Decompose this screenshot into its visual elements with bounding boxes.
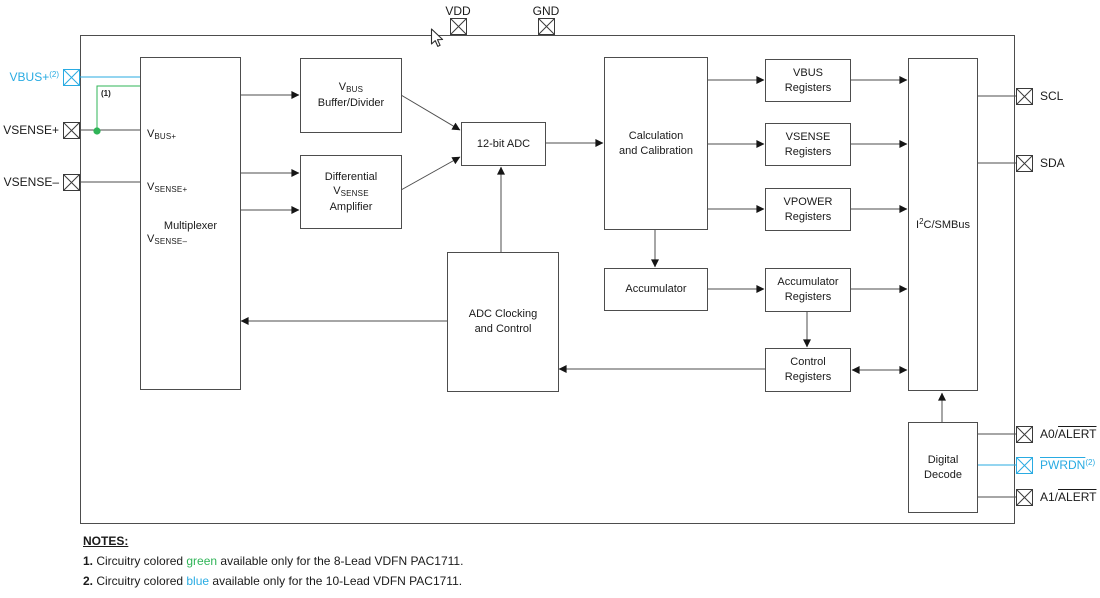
vbus-registers-line1: VBUS bbox=[793, 66, 823, 79]
a0-alert-pin-label: A0/ALERT bbox=[1040, 427, 1097, 441]
vsense-minus-pin-icon bbox=[63, 174, 80, 191]
wire-vbus-buffer-to-adc bbox=[401, 95, 460, 130]
gnd-pin-label: GND bbox=[532, 4, 560, 18]
note-1: 1. Circuitry colored green available only for the 8-Lead VDFN PAC1711. bbox=[83, 554, 464, 568]
block-i2c-smbus bbox=[908, 58, 978, 391]
pwrdn-pin-icon bbox=[1016, 457, 1033, 474]
vpower-registers-line1: VPOWER bbox=[783, 195, 833, 208]
vbus-buffer-line2: Buffer/Divider bbox=[317, 97, 385, 110]
block-12bit-adc bbox=[461, 122, 546, 166]
vbus-plus-pin-icon bbox=[63, 69, 80, 86]
adc-clocking-line1: ADC Clocking bbox=[468, 308, 538, 321]
multiplexer-label: Multiplexer bbox=[163, 220, 218, 232]
calculation-line2: and Calibration bbox=[619, 144, 693, 157]
block-adc-clocking-control bbox=[447, 252, 559, 392]
vbus-plus-pin-label: VBUS+$^{(2)}$ bbox=[9, 70, 59, 84]
control-registers-line1: Control bbox=[790, 356, 826, 369]
sda-pin-label: SDA bbox=[1040, 156, 1065, 170]
block-vpower-registers bbox=[765, 188, 851, 231]
adc-label: 12-bit ADC bbox=[476, 137, 531, 150]
gnd-pin-icon bbox=[538, 18, 555, 35]
block-accumulator bbox=[604, 268, 708, 311]
block-control-registers bbox=[765, 348, 851, 392]
vsense-plus-pin-icon bbox=[63, 122, 80, 139]
digital-decode-line2: Decode bbox=[924, 468, 962, 481]
vsense-minus-pin-label: VSENSE– bbox=[3, 175, 59, 189]
diffamp-line2: $V_{SENSE}$ bbox=[333, 185, 369, 199]
vbus-registers-line2: Registers bbox=[784, 81, 832, 94]
a1-alert-pin-icon bbox=[1016, 489, 1033, 506]
i2c-smbus-label: $I^2C$/SMBus bbox=[916, 216, 970, 231]
scl-pin-label: SCL bbox=[1040, 89, 1064, 103]
block-vsense-registers bbox=[765, 123, 851, 166]
block-vbus-registers bbox=[765, 59, 851, 102]
a0-alert-pin-icon bbox=[1016, 426, 1033, 443]
a1-alert-pin-label: A1/ALERT bbox=[1040, 490, 1097, 504]
note-2: 2. Circuitry colored blue available only for the 10-Lead VDFN PAC1711. bbox=[83, 574, 463, 588]
block-differential-vsense-amplifier bbox=[300, 155, 402, 229]
accumulator-label: Accumulator bbox=[625, 283, 687, 296]
mux-input-vsense-minus: $V_{SENSE-}$ bbox=[147, 233, 188, 246]
calculation-line1: Calculation bbox=[628, 129, 684, 142]
scl-pin-icon bbox=[1016, 88, 1033, 105]
wire-diffamp-to-adc bbox=[401, 157, 460, 190]
block-multiplexer bbox=[140, 57, 241, 390]
wire-note1-ref: (1) bbox=[101, 89, 111, 98]
vdd-pin-label: VDD bbox=[445, 4, 471, 18]
vbus-buffer-line1: $V_{BUS}$ bbox=[338, 81, 364, 95]
vsense-registers-line1: VSENSE bbox=[785, 130, 831, 143]
block-vbus-buffer-divider bbox=[300, 58, 402, 133]
sda-pin-icon bbox=[1016, 155, 1033, 172]
block-accumulator-registers bbox=[765, 268, 851, 312]
pwrdn-pin-label: PWRDN$^{(2)}$ bbox=[1040, 458, 1096, 472]
mux-input-vbus: $V_{BUS+}$ bbox=[147, 128, 177, 141]
vdd-pin-icon bbox=[450, 18, 467, 35]
adc-clocking-line2: and Control bbox=[474, 323, 532, 335]
accum-registers-line1: Accumulator bbox=[777, 276, 839, 289]
mouse-cursor-icon bbox=[430, 28, 445, 49]
block-digital-decode bbox=[908, 422, 978, 513]
mux-input-vsense-plus: $V_{SENSE+}$ bbox=[147, 181, 188, 194]
notes-heading: NOTES: bbox=[83, 534, 129, 548]
control-registers-line2: Registers bbox=[784, 371, 832, 383]
digital-decode-line1: Digital bbox=[927, 453, 959, 466]
diffamp-line1: Differential bbox=[324, 170, 378, 183]
diffamp-line3: Amplifier bbox=[329, 200, 373, 213]
accum-registers-line2: Registers bbox=[784, 291, 832, 303]
vsense-registers-line2: Registers bbox=[784, 145, 832, 158]
block-calculation-calibration bbox=[604, 57, 708, 230]
vsense-plus-pin-label: VSENSE+ bbox=[3, 123, 59, 137]
green-junction-dot bbox=[93, 127, 100, 134]
notes-section bbox=[83, 535, 463, 595]
vpower-registers-line2: Registers bbox=[784, 210, 832, 223]
